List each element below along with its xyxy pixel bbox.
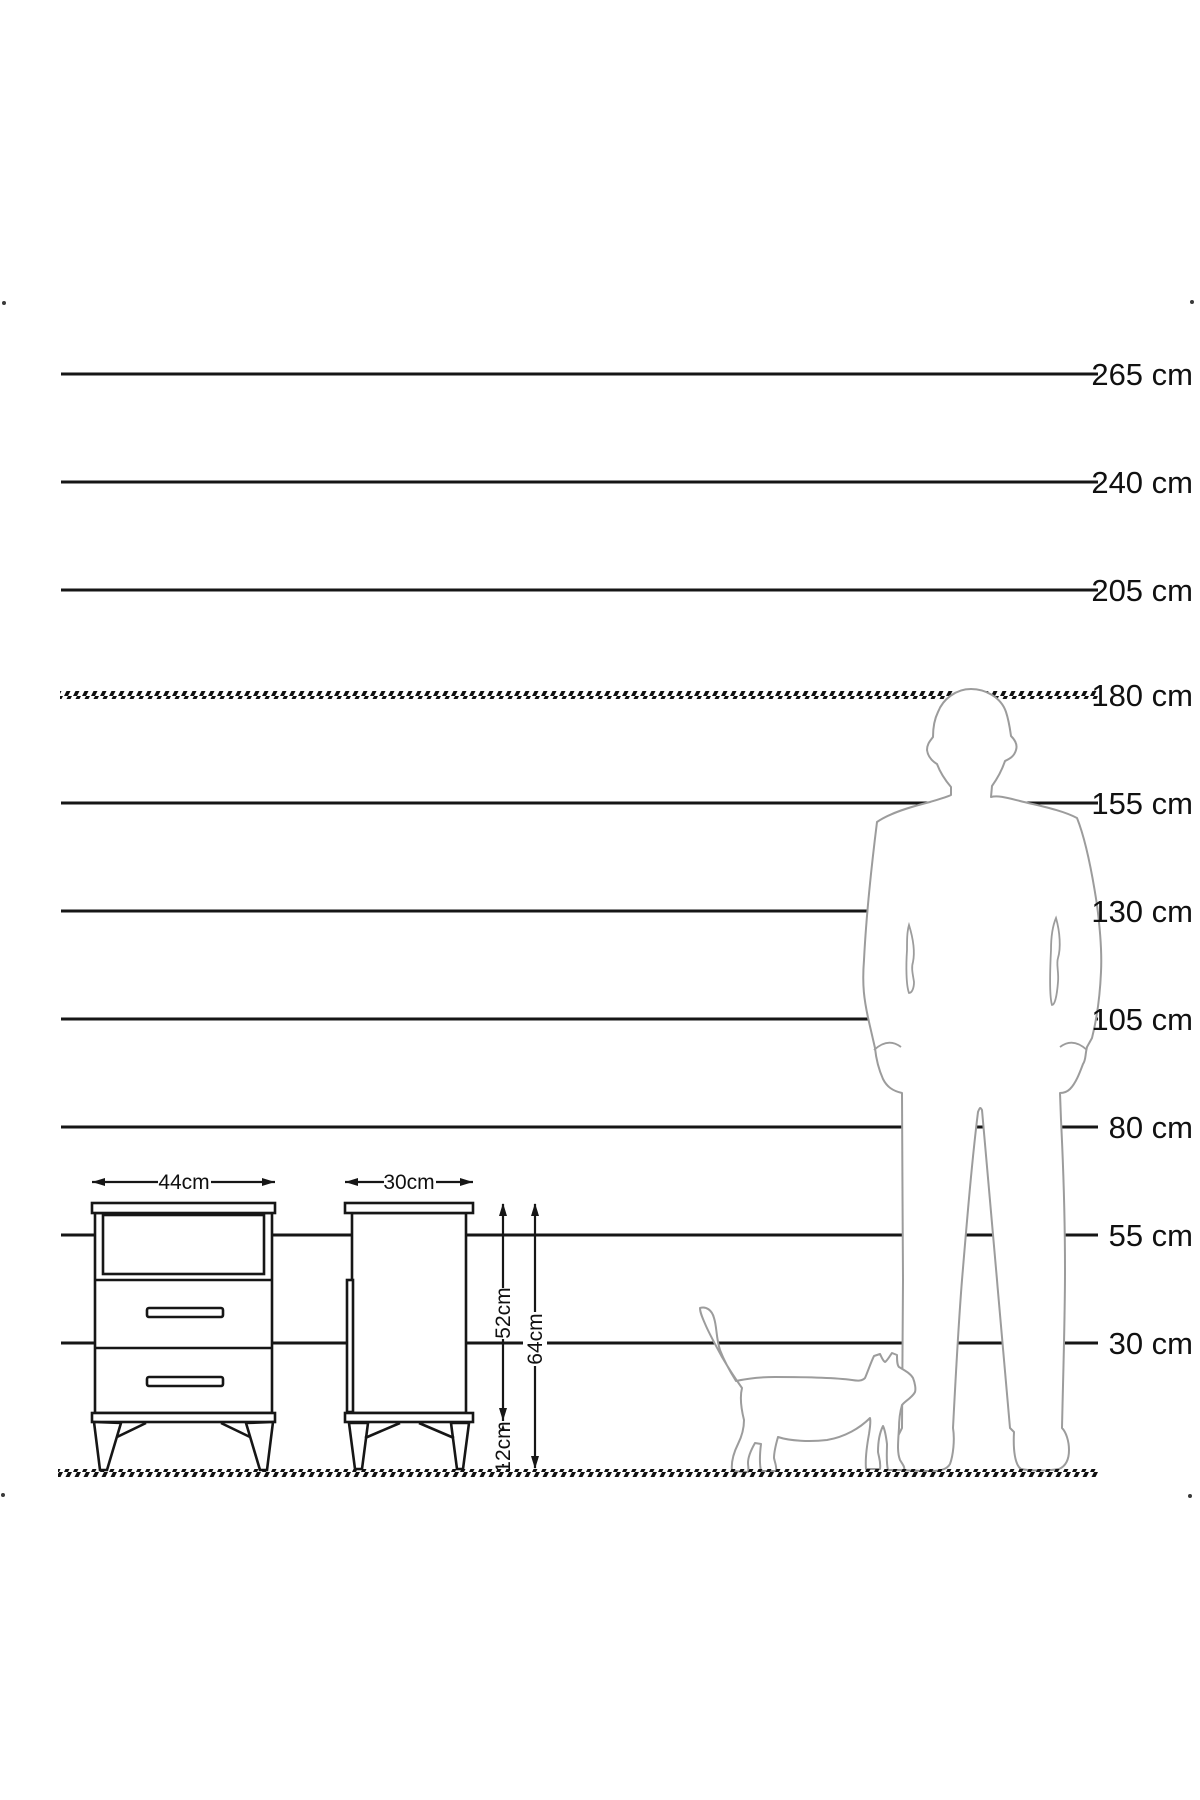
- speck-bottom-left: [1, 1493, 5, 1497]
- ruler-label-80: 80 cm: [1108, 1110, 1193, 1145]
- speck-bottom-right: [1188, 1494, 1192, 1498]
- front-open-shelf: [103, 1215, 264, 1274]
- ruler-label-130: 130 cm: [1091, 894, 1193, 929]
- side-bottom-board: [345, 1413, 473, 1422]
- dim-total-height-label: 64cm: [524, 1313, 547, 1365]
- ruler-label-205: 205 cm: [1091, 573, 1193, 608]
- dim-body-height-label: 52cm: [492, 1287, 515, 1339]
- side-back-panel: [347, 1280, 353, 1412]
- dim-side-depth-label: 30cm: [383, 1171, 435, 1194]
- ruler-label-55: 55 cm: [1108, 1218, 1193, 1253]
- front-top-board: [92, 1203, 275, 1213]
- ruler-label-155: 155 cm: [1091, 786, 1193, 821]
- dim-front-width-label: 44cm: [158, 1171, 210, 1194]
- ruler-label-105: 105 cm: [1091, 1002, 1193, 1037]
- ruler-label-180: 180 cm: [1091, 678, 1193, 713]
- speck-top-right: [1190, 300, 1194, 304]
- front-bottom-board: [92, 1413, 275, 1422]
- ruler-line-180-hatched: [60, 691, 1098, 699]
- side-top-board: [345, 1203, 473, 1213]
- ground-line: [58, 1469, 1098, 1477]
- side-carcass: [352, 1213, 466, 1413]
- speck-top-left: [2, 301, 6, 305]
- front-drawer-handle-bottom: [147, 1377, 223, 1386]
- front-drawer-handle-top: [147, 1308, 223, 1317]
- ruler-label-30: 30 cm: [1108, 1326, 1193, 1361]
- dim-leg-height-label: 12cm: [492, 1421, 515, 1473]
- ruler-label-240: 240 cm: [1091, 465, 1193, 500]
- ruler-label-265: 265 cm: [1091, 357, 1193, 392]
